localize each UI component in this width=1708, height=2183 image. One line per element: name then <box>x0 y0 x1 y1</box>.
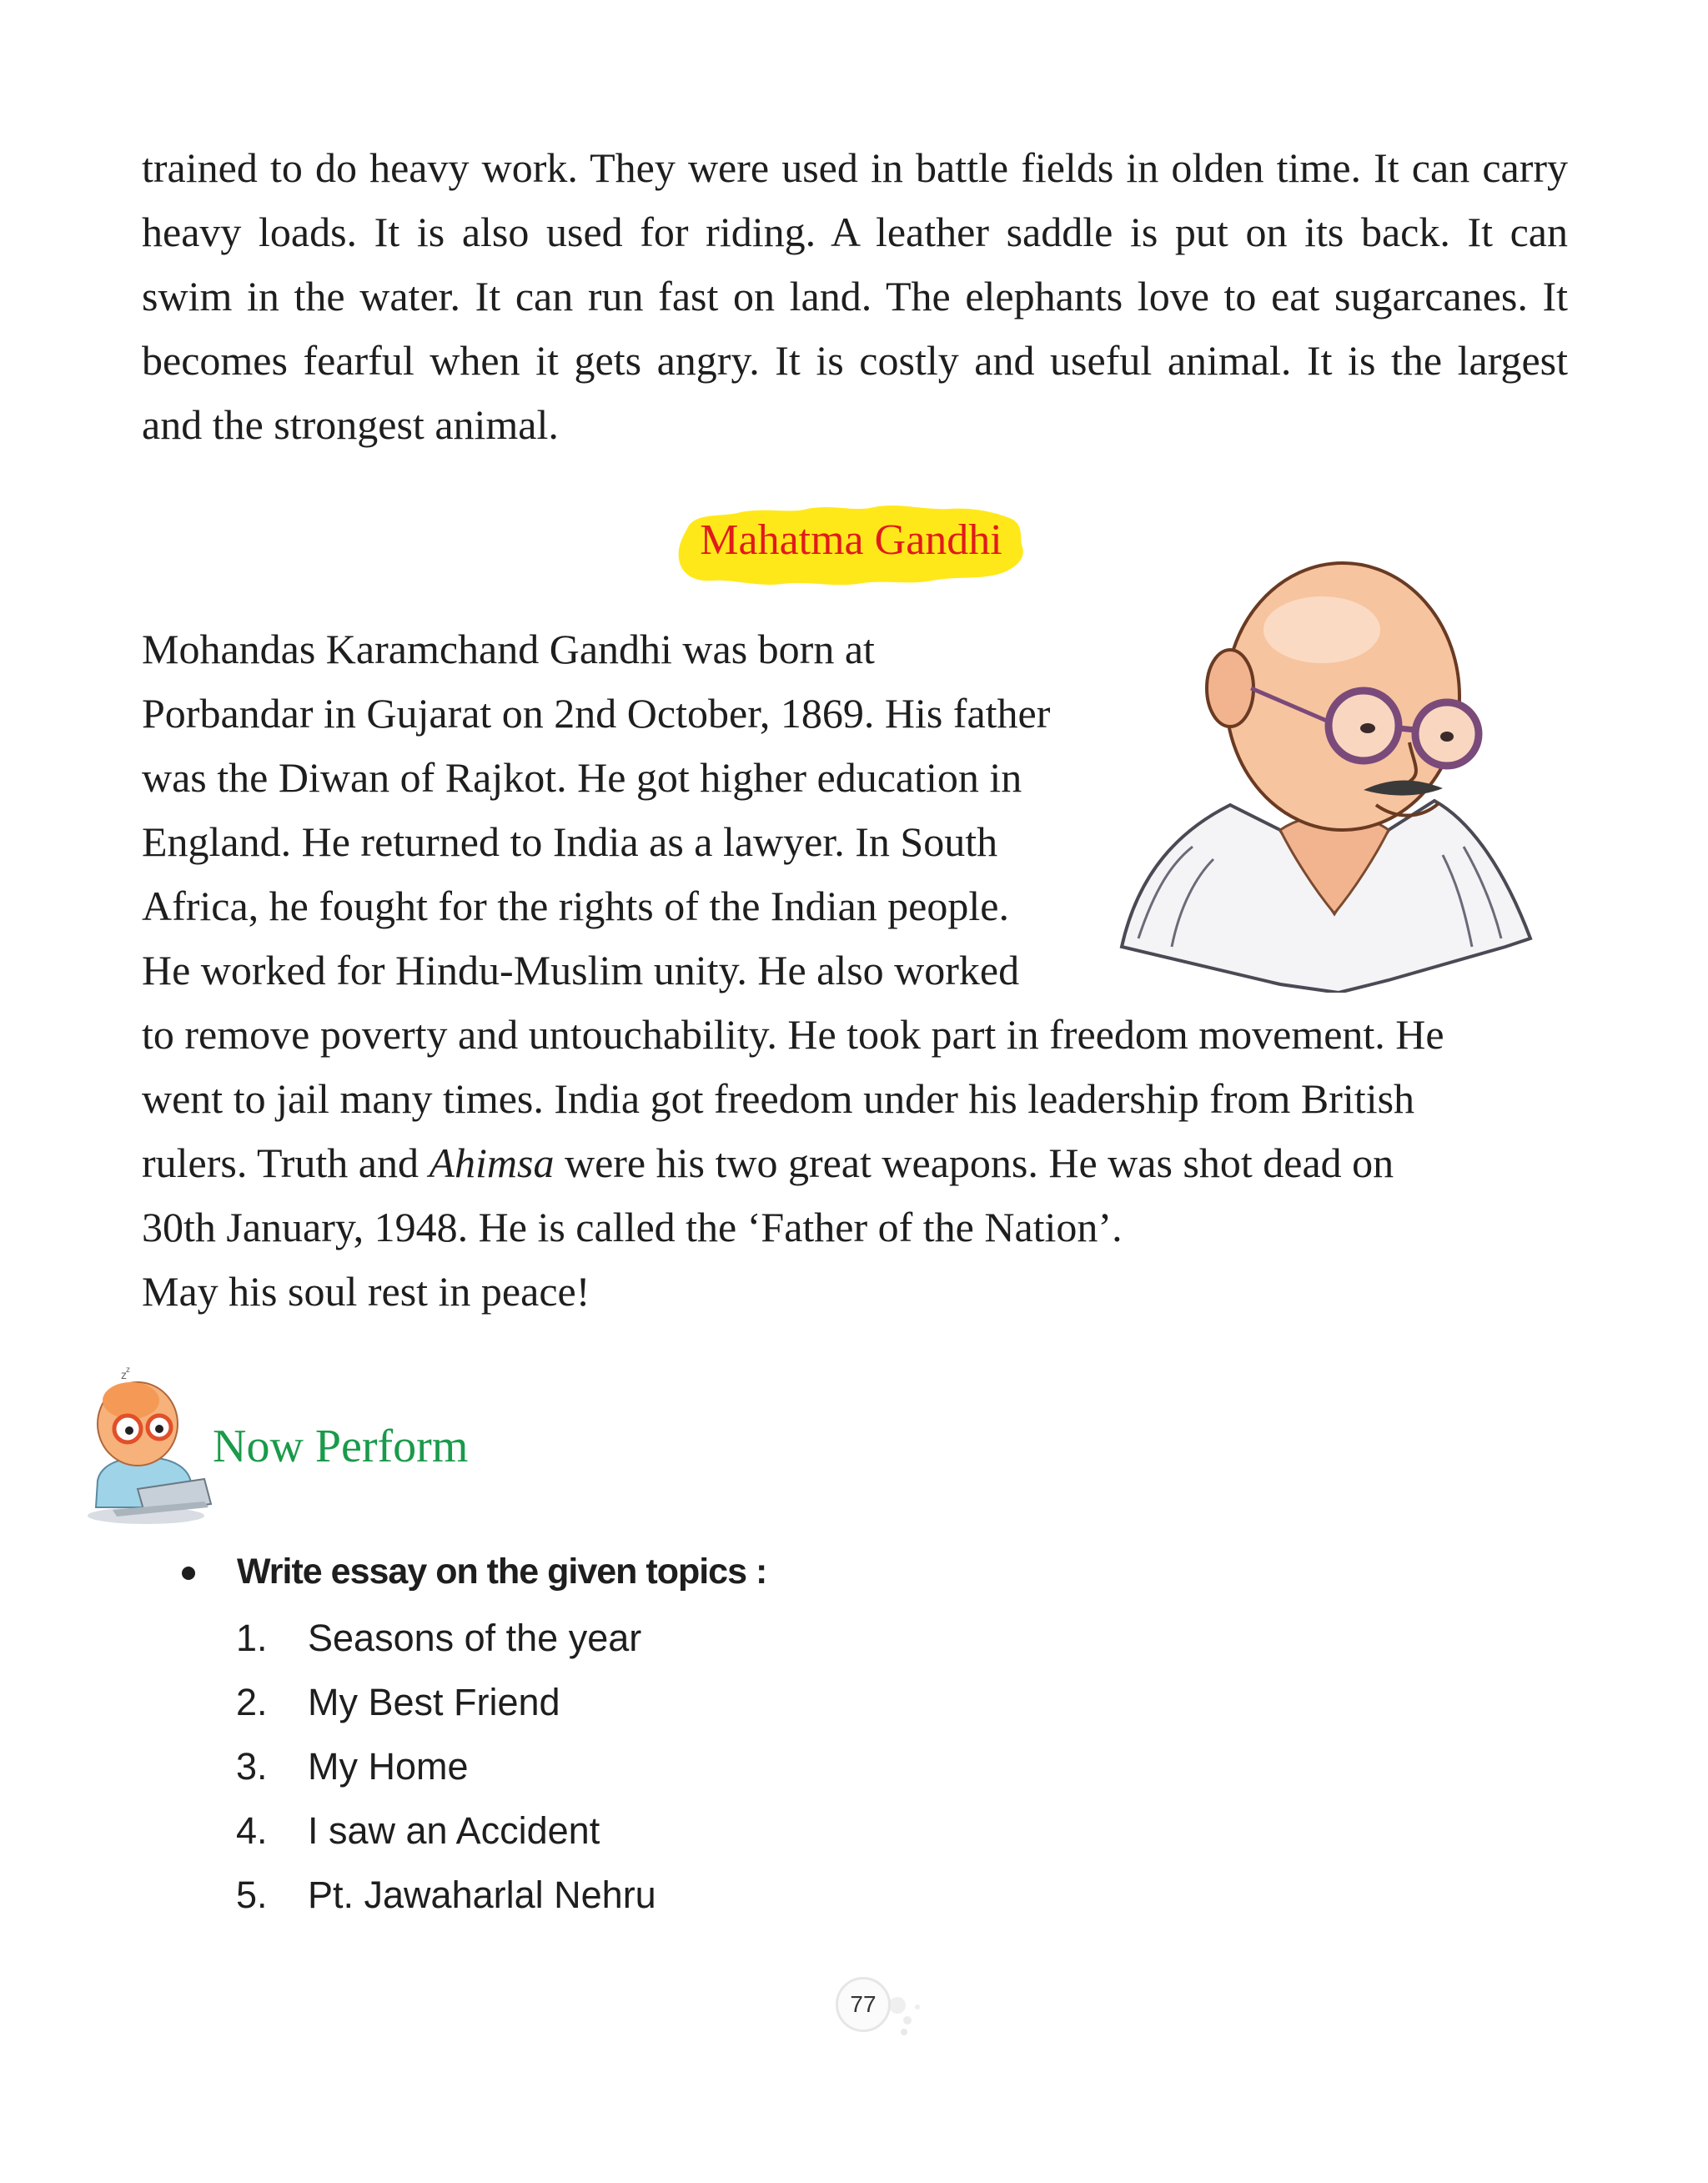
bullet-icon <box>182 1567 195 1580</box>
list-number: 5. <box>236 1874 268 1916</box>
svg-text:z: z <box>121 1368 127 1381</box>
text-line: England. He returned to India as a lawyer. In South <box>142 818 998 865</box>
gandhi-paragraph-intro <box>142 617 1126 1003</box>
list-text: Pt. Jawaharlal Nehru <box>308 1874 656 1916</box>
instruction-text: Write essay on the given topics : <box>237 1552 767 1592</box>
gandhi-portrait-icon <box>1113 555 1547 993</box>
gandhi-paragraph-rest <box>142 1003 1576 1324</box>
list-text: My Home <box>308 1745 469 1788</box>
text-line: Porbandar in Gujarat on 2nd October, 1869. His father <box>142 690 1051 737</box>
text-line: 30th January, 1948. He is called the ‘Father of the Nation’. <box>142 1204 1123 1250</box>
text-line: to remove poverty and untouchability. He took part in freedom movement. He <box>142 1011 1444 1058</box>
section-heading-now-perform: Now Perform <box>213 1421 469 1472</box>
list-number: 4. <box>236 1809 268 1852</box>
list-number: 2. <box>236 1681 268 1723</box>
page-number: 77 <box>836 1977 891 2032</box>
text-line: Africa, he fought for the rights of the Indian people. <box>142 883 1009 929</box>
list-number: 1. <box>236 1617 268 1659</box>
elephant-paragraph <box>142 136 1568 457</box>
list-text: I saw an Accident <box>308 1809 600 1852</box>
text-line-with-italic <box>142 1131 1576 1195</box>
section-title-gandhi <box>674 500 1028 587</box>
text-line: trained to do heavy work. They were used in battle fields in olden time. It can carry <box>142 144 1568 191</box>
text-line: was the Diwan of Rajkot. He got higher education in <box>142 754 1022 801</box>
list-text: Seasons of the year <box>308 1617 642 1659</box>
italic-term-ahimsa: Ahimsa <box>429 1139 555 1186</box>
text-line: Mohandas Karamchand Gandhi was born at <box>142 626 875 672</box>
text-segment: were his two great weapons. He was shot dead on <box>554 1139 1394 1186</box>
svg-text:z: z <box>126 1366 130 1375</box>
text-line: heavy loads. It is also used for riding. A leather saddle is put on its back. It can <box>142 209 1568 255</box>
text-line: He worked for Hindu-Muslim unity. He also worked <box>142 947 1020 993</box>
text-segment: rulers. Truth and <box>142 1139 430 1186</box>
text-line: becomes fearful when it gets angry. It is costly and useful animal. It is the largest <box>142 337 1568 384</box>
text-line: May his soul rest in peace! <box>142 1268 590 1315</box>
list-text: My Best Friend <box>308 1681 560 1723</box>
boy-with-laptop-icon <box>79 1364 213 1527</box>
text-line: swim in the water. It can run fast on land. The elephants love to eat sugarcanes. It <box>142 273 1568 319</box>
text-line: went to jail many times. India got freedom under his leadership from British <box>142 1075 1415 1122</box>
page-number-badge <box>824 1972 932 2039</box>
list-number: 3. <box>236 1745 268 1788</box>
page-title: Mahatma Gandhi <box>700 516 1002 564</box>
text-line: and the strongest animal. <box>142 401 559 448</box>
